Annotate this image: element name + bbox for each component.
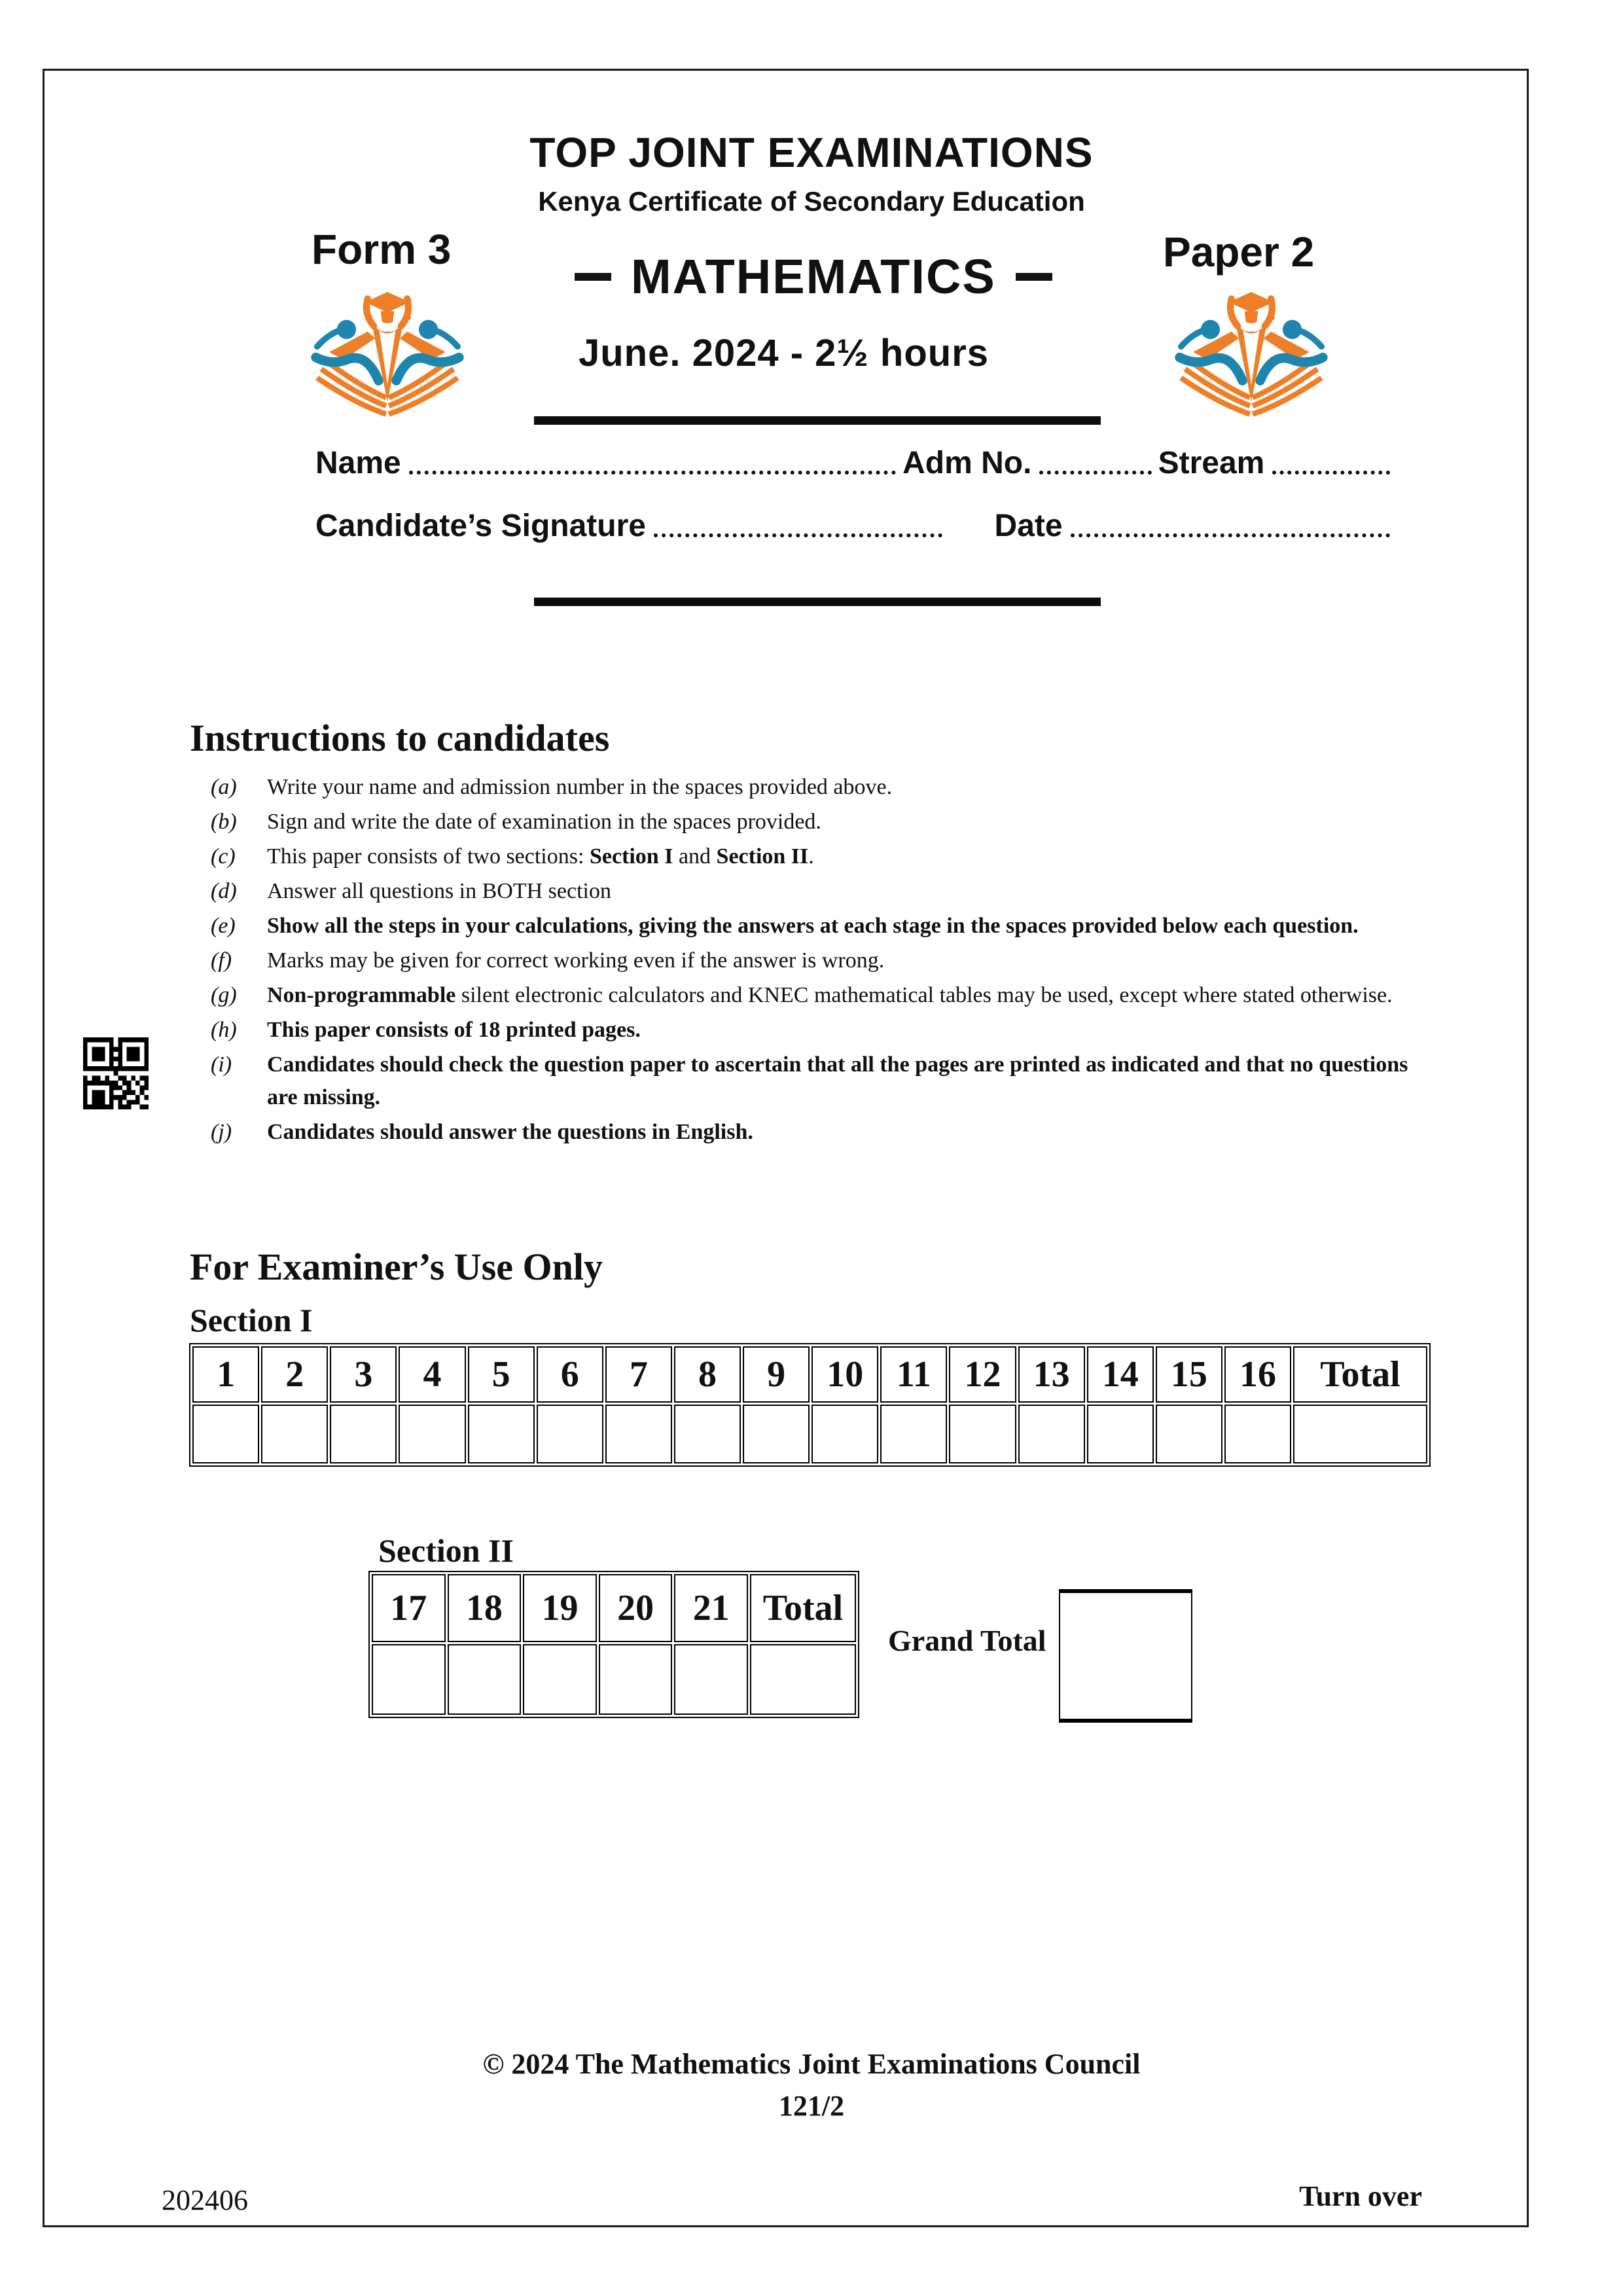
instruction-item xyxy=(211,840,1441,873)
paper-code: 121/2 xyxy=(778,2090,845,2122)
copyright-line: © 2024 The Mathematics Joint Examinations Council xyxy=(482,2048,1141,2080)
grand-total-label: Grand Total xyxy=(888,1624,1046,1657)
form-level-label: Form 3 xyxy=(312,226,452,273)
score-column-header: 5 xyxy=(468,1346,535,1403)
candidate-signature-row xyxy=(315,508,1397,544)
exam-body-title: TOP JOINT EXAMINATIONS xyxy=(529,129,1094,176)
score-column-header: 9 xyxy=(743,1346,810,1403)
section-1-marks-table xyxy=(189,1343,1431,1467)
instruction-text: This paper consists of 18 printed pages. xyxy=(267,1018,641,1042)
qr-code xyxy=(83,1037,149,1109)
instruction-letter: (d) xyxy=(211,879,237,903)
instruction-item xyxy=(211,806,1441,838)
header-rule-bottom xyxy=(534,598,1101,606)
score-column-header: 8 xyxy=(674,1346,741,1403)
signature-label: Candidate’s Signature xyxy=(315,509,646,543)
instruction-letter: (b) xyxy=(211,810,237,834)
score-cell xyxy=(743,1405,810,1463)
instruction-letter: (i) xyxy=(211,1052,232,1077)
instruction-item xyxy=(211,979,1441,1012)
score-cell xyxy=(1156,1405,1222,1463)
adm-no-fill-line xyxy=(1039,464,1151,475)
turn-over-label: Turn over xyxy=(1299,2180,1422,2212)
score-column-header: 13 xyxy=(1018,1346,1085,1403)
instruction-text: Non-programmable silent electronic calculators and KNEC mathematical tables may be used, except where stated otherwise. xyxy=(267,983,1393,1007)
score-cell xyxy=(1087,1405,1154,1463)
score-cell xyxy=(1293,1405,1427,1463)
instruction-item xyxy=(211,1014,1441,1047)
score-column-header: 19 xyxy=(523,1574,597,1642)
score-column-header: 11 xyxy=(880,1346,947,1403)
score-column-header: 21 xyxy=(674,1574,748,1642)
adm-no-label: Adm No. xyxy=(902,446,1032,480)
council-logo-right xyxy=(1173,291,1330,420)
score-column-header: 15 xyxy=(1156,1346,1222,1403)
instructions-heading: Instructions to candidates xyxy=(190,717,610,759)
instruction-text: Write your name and admission number in the spaces provided above. xyxy=(267,775,893,799)
date-label: Date xyxy=(994,509,1063,543)
instruction-text: Candidates should answer the questions in English. xyxy=(267,1120,753,1144)
header-rule-top xyxy=(534,416,1101,425)
examiner-use-heading: For Examiner’s Use Only xyxy=(190,1246,603,1288)
instructions-list xyxy=(211,771,1441,1151)
score-column-header: 16 xyxy=(1224,1346,1291,1403)
score-cell xyxy=(1224,1405,1291,1463)
instruction-text: Candidates should check the question paper to ascertain that all the pages are printed as indicated and that no questions are missing. xyxy=(267,1052,1408,1109)
score-cell xyxy=(812,1405,878,1463)
instruction-letter: (e) xyxy=(211,914,236,938)
score-cell xyxy=(330,1405,397,1463)
score-column-header: 4 xyxy=(399,1346,465,1403)
score-column-header: 10 xyxy=(812,1346,878,1403)
score-column-header: 12 xyxy=(949,1346,1016,1403)
instruction-letter: (a) xyxy=(211,775,237,799)
name-fill-line xyxy=(409,464,896,475)
score-cell xyxy=(537,1405,603,1463)
instruction-text: Show all the steps in your calculations, giving the answers at each stage in the spaces provided below each question. xyxy=(267,914,1359,938)
stream-label: Stream xyxy=(1158,446,1265,480)
score-cell xyxy=(523,1644,597,1715)
certificate-subtitle: Kenya Certificate of Secondary Education xyxy=(538,186,1085,217)
score-cell xyxy=(261,1405,328,1463)
grand-total-box xyxy=(1059,1589,1192,1723)
instruction-text: Answer all questions in BOTH section xyxy=(267,879,611,903)
name-label: Name xyxy=(315,446,401,480)
instruction-item xyxy=(211,1116,1441,1149)
score-cell xyxy=(949,1405,1016,1463)
paper-number-label: Paper 2 xyxy=(1163,228,1315,276)
instruction-letter: (g) xyxy=(211,983,237,1007)
score-column-header: 2 xyxy=(261,1346,328,1403)
instruction-text: Sign and write the date of examination in the spaces provided. xyxy=(267,810,821,834)
score-cell xyxy=(372,1644,446,1715)
subject-title-line xyxy=(575,249,1052,304)
dash-decoration xyxy=(1016,273,1052,281)
score-column-header: Total xyxy=(750,1574,856,1642)
score-cell xyxy=(605,1405,672,1463)
serial-number: 202406 xyxy=(162,2184,248,2216)
council-logo-left xyxy=(309,291,466,420)
section-1-label: Section I xyxy=(190,1302,313,1338)
score-cell xyxy=(399,1405,465,1463)
instruction-letter: (h) xyxy=(211,1018,237,1042)
instruction-item xyxy=(211,910,1441,942)
instruction-item xyxy=(211,944,1441,977)
score-cell xyxy=(448,1644,522,1715)
instruction-item xyxy=(211,1049,1441,1114)
score-column-header: Total xyxy=(1293,1346,1427,1403)
score-cell xyxy=(468,1405,535,1463)
instruction-text: This paper consists of two sections: Section I and Section II. xyxy=(267,844,814,869)
instruction-letter: (j) xyxy=(211,1120,232,1144)
stream-fill-line xyxy=(1272,464,1390,475)
score-cell xyxy=(674,1644,748,1715)
score-cell xyxy=(750,1644,856,1715)
instruction-item xyxy=(211,771,1441,804)
candidate-name-row xyxy=(315,445,1397,481)
signature-fill-line xyxy=(654,527,942,537)
subject-name: MATHEMATICS xyxy=(631,249,996,304)
instruction-letter: (f) xyxy=(211,948,232,973)
score-cell xyxy=(599,1644,673,1715)
dash-decoration xyxy=(575,273,611,281)
instruction-item xyxy=(211,875,1441,908)
score-cell xyxy=(880,1405,947,1463)
instruction-text: Marks may be given for correct working even if the answer is wrong. xyxy=(267,948,885,973)
score-column-header: 18 xyxy=(448,1574,522,1642)
section-2-label: Section II xyxy=(378,1532,514,1569)
score-column-header: 3 xyxy=(330,1346,397,1403)
score-column-header: 6 xyxy=(537,1346,603,1403)
score-cell xyxy=(1018,1405,1085,1463)
score-column-header: 1 xyxy=(192,1346,259,1403)
score-cell xyxy=(674,1405,741,1463)
section-2-marks-table xyxy=(368,1571,859,1718)
score-column-header: 17 xyxy=(372,1574,446,1642)
score-cell xyxy=(192,1405,259,1463)
score-column-header: 20 xyxy=(599,1574,673,1642)
score-column-header: 7 xyxy=(605,1346,672,1403)
session-duration-label: June. 2024 - 2½ hours xyxy=(579,332,990,374)
score-column-header: 14 xyxy=(1087,1346,1154,1403)
date-fill-line xyxy=(1071,527,1390,537)
instruction-letter: (c) xyxy=(211,844,236,869)
